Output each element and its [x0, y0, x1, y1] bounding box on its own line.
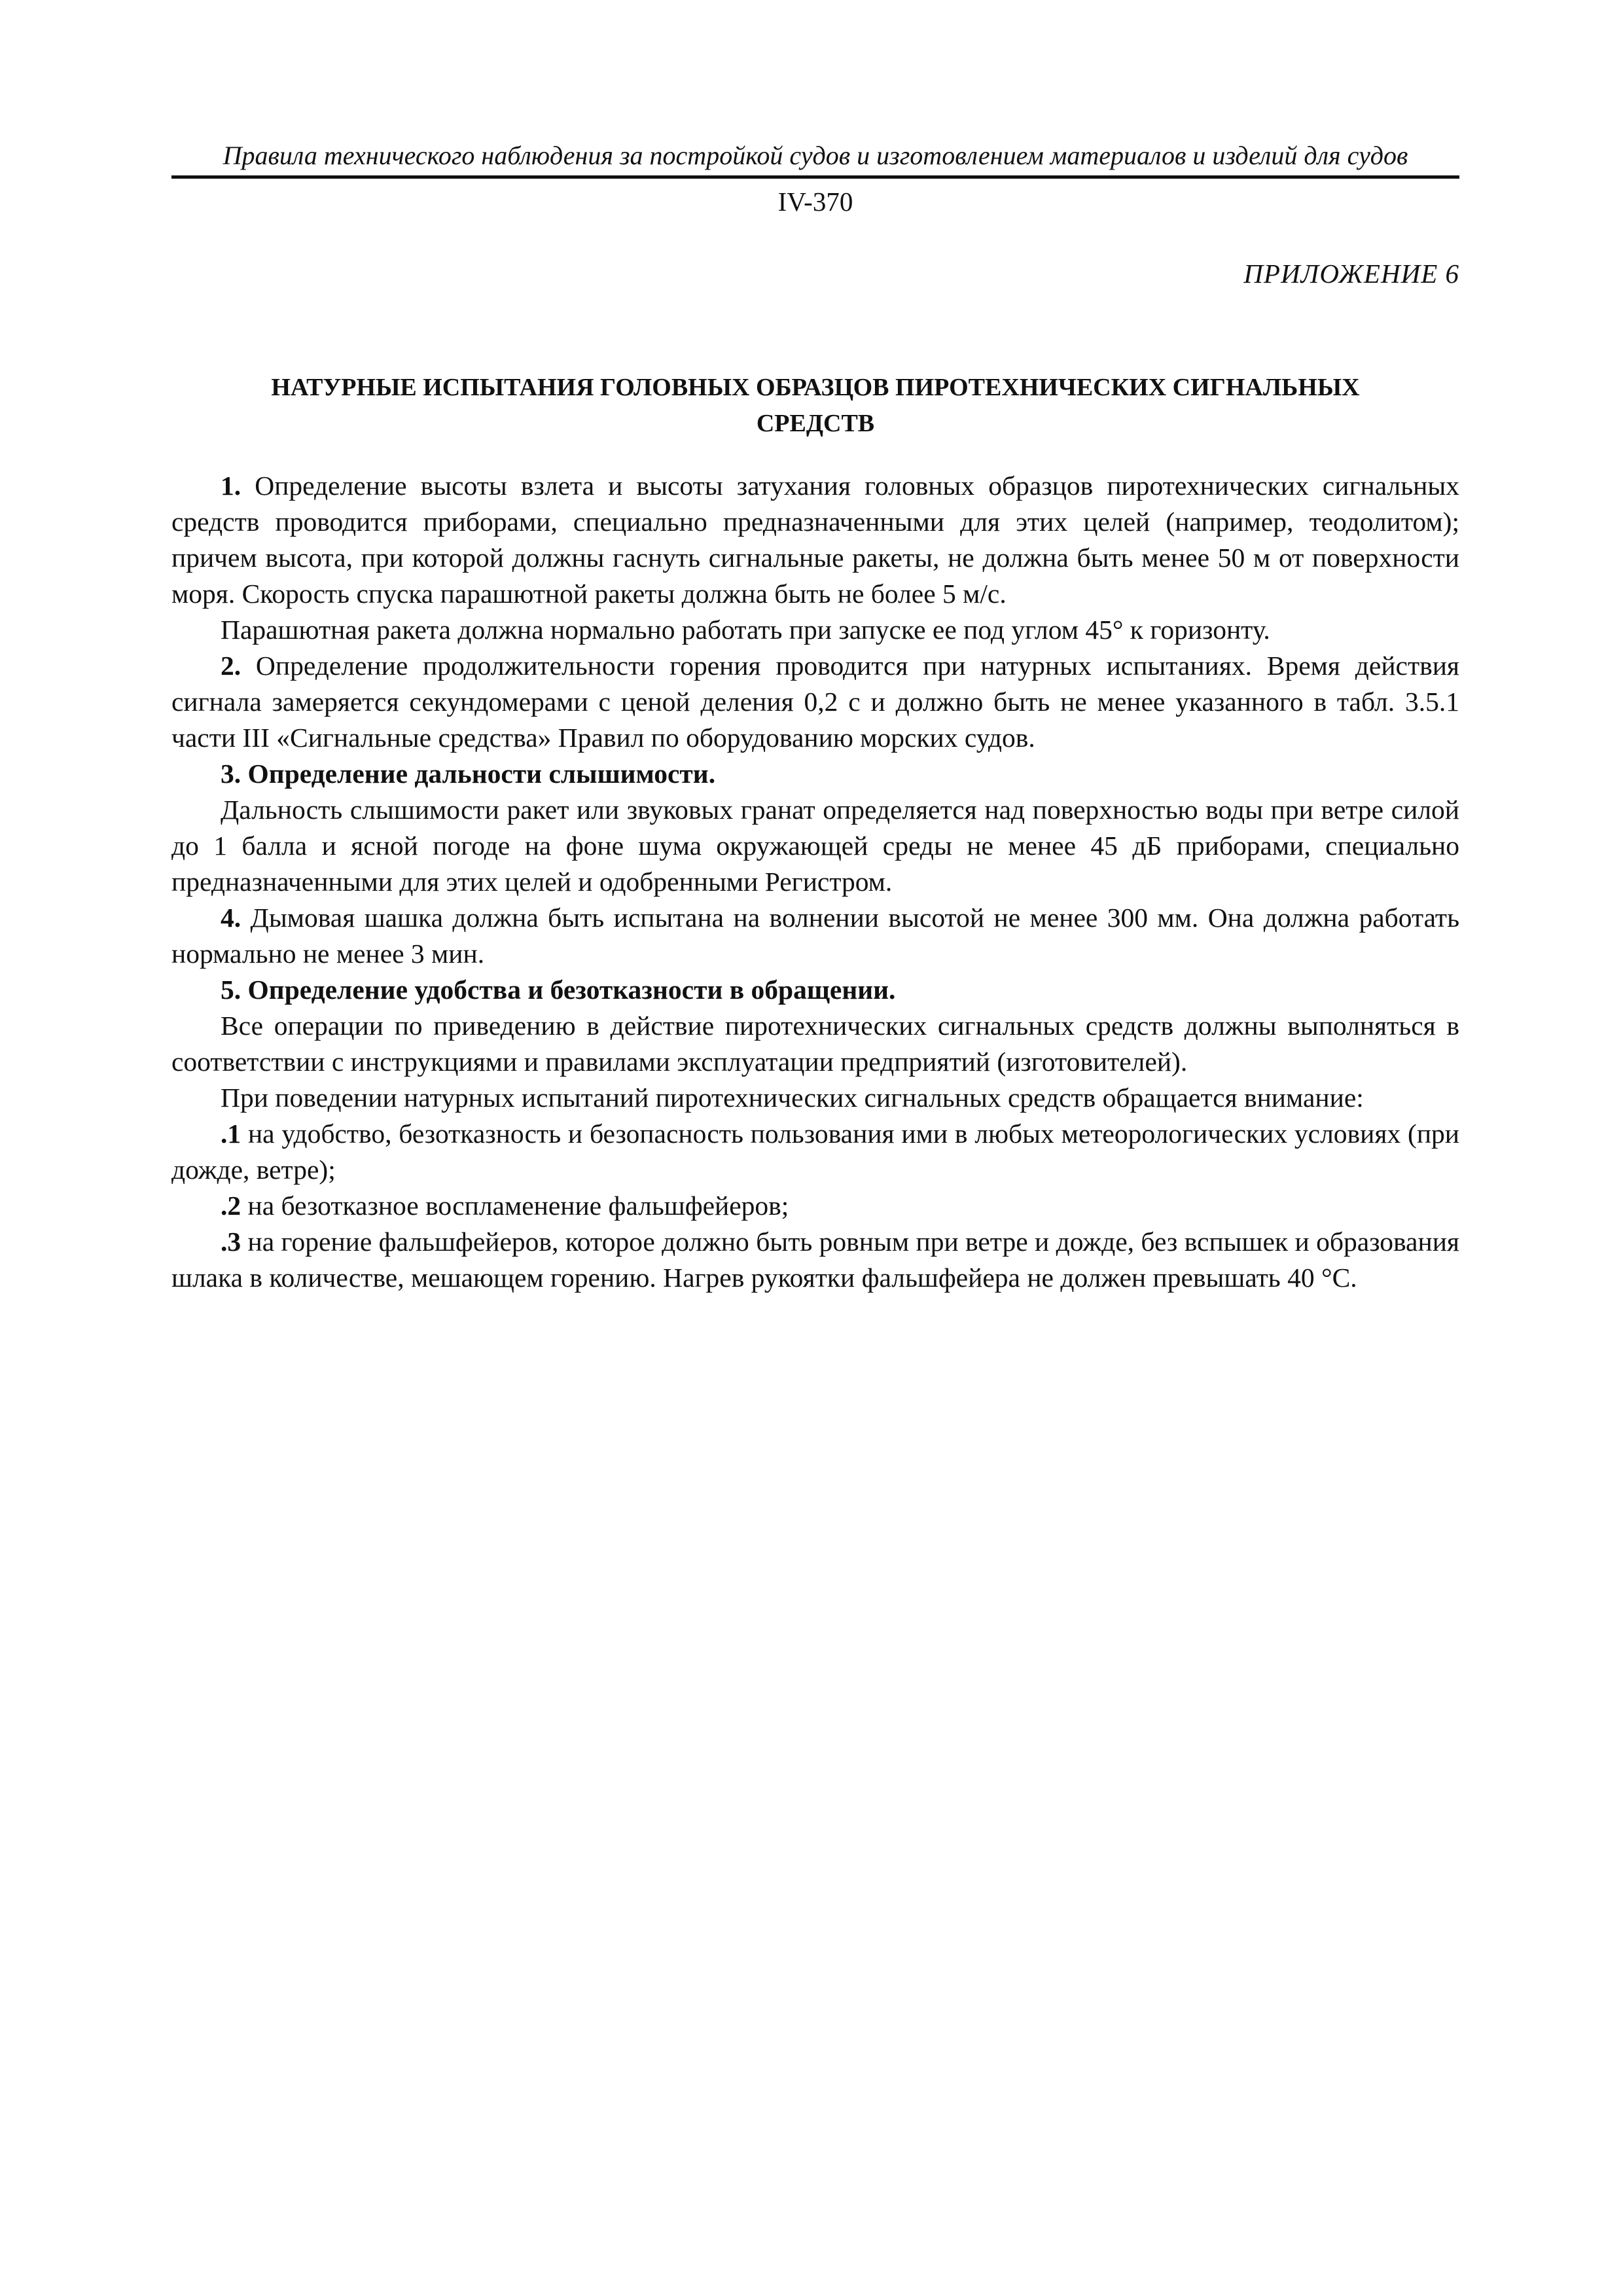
document-title-line-2: СРЕДСТВ — [756, 410, 875, 437]
list-item-2 — [171, 1188, 1459, 1224]
appendix-label: ПРИЛОЖЕНИЕ 6 — [1243, 259, 1459, 289]
list-item-3-number: .3 — [221, 1227, 241, 1257]
document-body — [171, 468, 1459, 1296]
paragraph-2 — [171, 648, 1459, 756]
paragraph-1-text: Определение высоты взлета и высоты затухания головных образцов пиротехнических сигнальных средств проводится приборами, специально предназначенными для этих целей (например, теодолитом); причем высота, при которой должны гаснуть сигнальные ракеты, не должна быть менее 50 м от поверхности моря. Скорость спуска парашютной ракеты должна быть не более 5 м/с. — [171, 471, 1459, 609]
paragraph-1b: Парашютная ракета должна нормально работать при запуске ее под углом 45° к горизонту. — [221, 615, 1270, 645]
header-rule — [171, 175, 1459, 179]
paragraph-4 — [171, 900, 1459, 972]
paragraph-2-text: Определение продолжительности горения проводится при натурных испытаниях. Время действия сигнала замеряется секундомерами с ценой деления 0,2 с и должно быть не менее указанного в табл. 3.5.1 части III «Сигнальные средства» Правил по оборудованию морских судов. — [171, 651, 1459, 753]
section-5-heading: 5. Определение удобства и безотказности в обращении. — [221, 975, 896, 1005]
list-item-1-number: .1 — [221, 1119, 241, 1149]
paragraph-5: Все операции по приведению в действие пиротехнических сигнальных средств должны выполняться в соответствии с инструкциями и правилами эксплуатации предприятий (изготовителей). — [171, 1011, 1459, 1077]
list-item-1 — [171, 1116, 1459, 1188]
running-header: Правила технического наблюдения за постройкой судов и изготовлением материалов и изделий для судов — [223, 141, 1408, 170]
list-item-2-number: .2 — [221, 1191, 241, 1221]
paragraph-1-number: 1. — [221, 471, 241, 501]
paragraph-2-number: 2. — [221, 651, 241, 681]
document-title — [171, 370, 1459, 442]
list-item-3 — [171, 1224, 1459, 1296]
list-item-3-text: на горение фальшфейеров, которое должно быть ровным при ветре и дожде, без вспышек и образования шлака в количестве, мешающем горению. Нагрев рукоятки фальшфейера не должен превышать 40 °С. — [171, 1227, 1459, 1293]
paragraph-3: Дальность слышимости ракет или звуковых гранат определяется над поверхностью воды при ветре силой до 1 балла и ясной погоде на фоне шума окружающей среды не менее 45 дБ приборами, специально предназначенными для этих целей и одобренными Регистром. — [171, 795, 1459, 897]
paragraph-6: При поведении натурных испытаний пиротехнических сигнальных средств обращается внимание: — [221, 1083, 1364, 1113]
list-item-1-text: на удобство, безотказность и безопасность пользования ими в любых метеорологических условиях (при дожде, ветре); — [171, 1119, 1459, 1185]
page-number: IV-370 — [777, 187, 853, 217]
paragraph-4-number: 4. — [221, 903, 241, 933]
paragraph-4-text: Дымовая шашка должна быть испытана на волнении высотой не менее 300 мм. Она должна работать нормально не менее 3 мин. — [171, 903, 1459, 969]
document-page — [171, 0, 1459, 2296]
document-title-line-1: НАТУРНЫЕ ИСПЫТАНИЯ ГОЛОВНЫХ ОБРАЗЦОВ ПИРОТЕХНИЧЕСКИХ СИГНАЛЬНЫХ — [271, 374, 1360, 401]
paragraph-1 — [171, 468, 1459, 612]
section-3-heading: 3. Определение дальности слышимости. — [221, 759, 716, 789]
list-item-2-text: на безотказное воспламенение фальшфейеров; — [241, 1191, 789, 1221]
